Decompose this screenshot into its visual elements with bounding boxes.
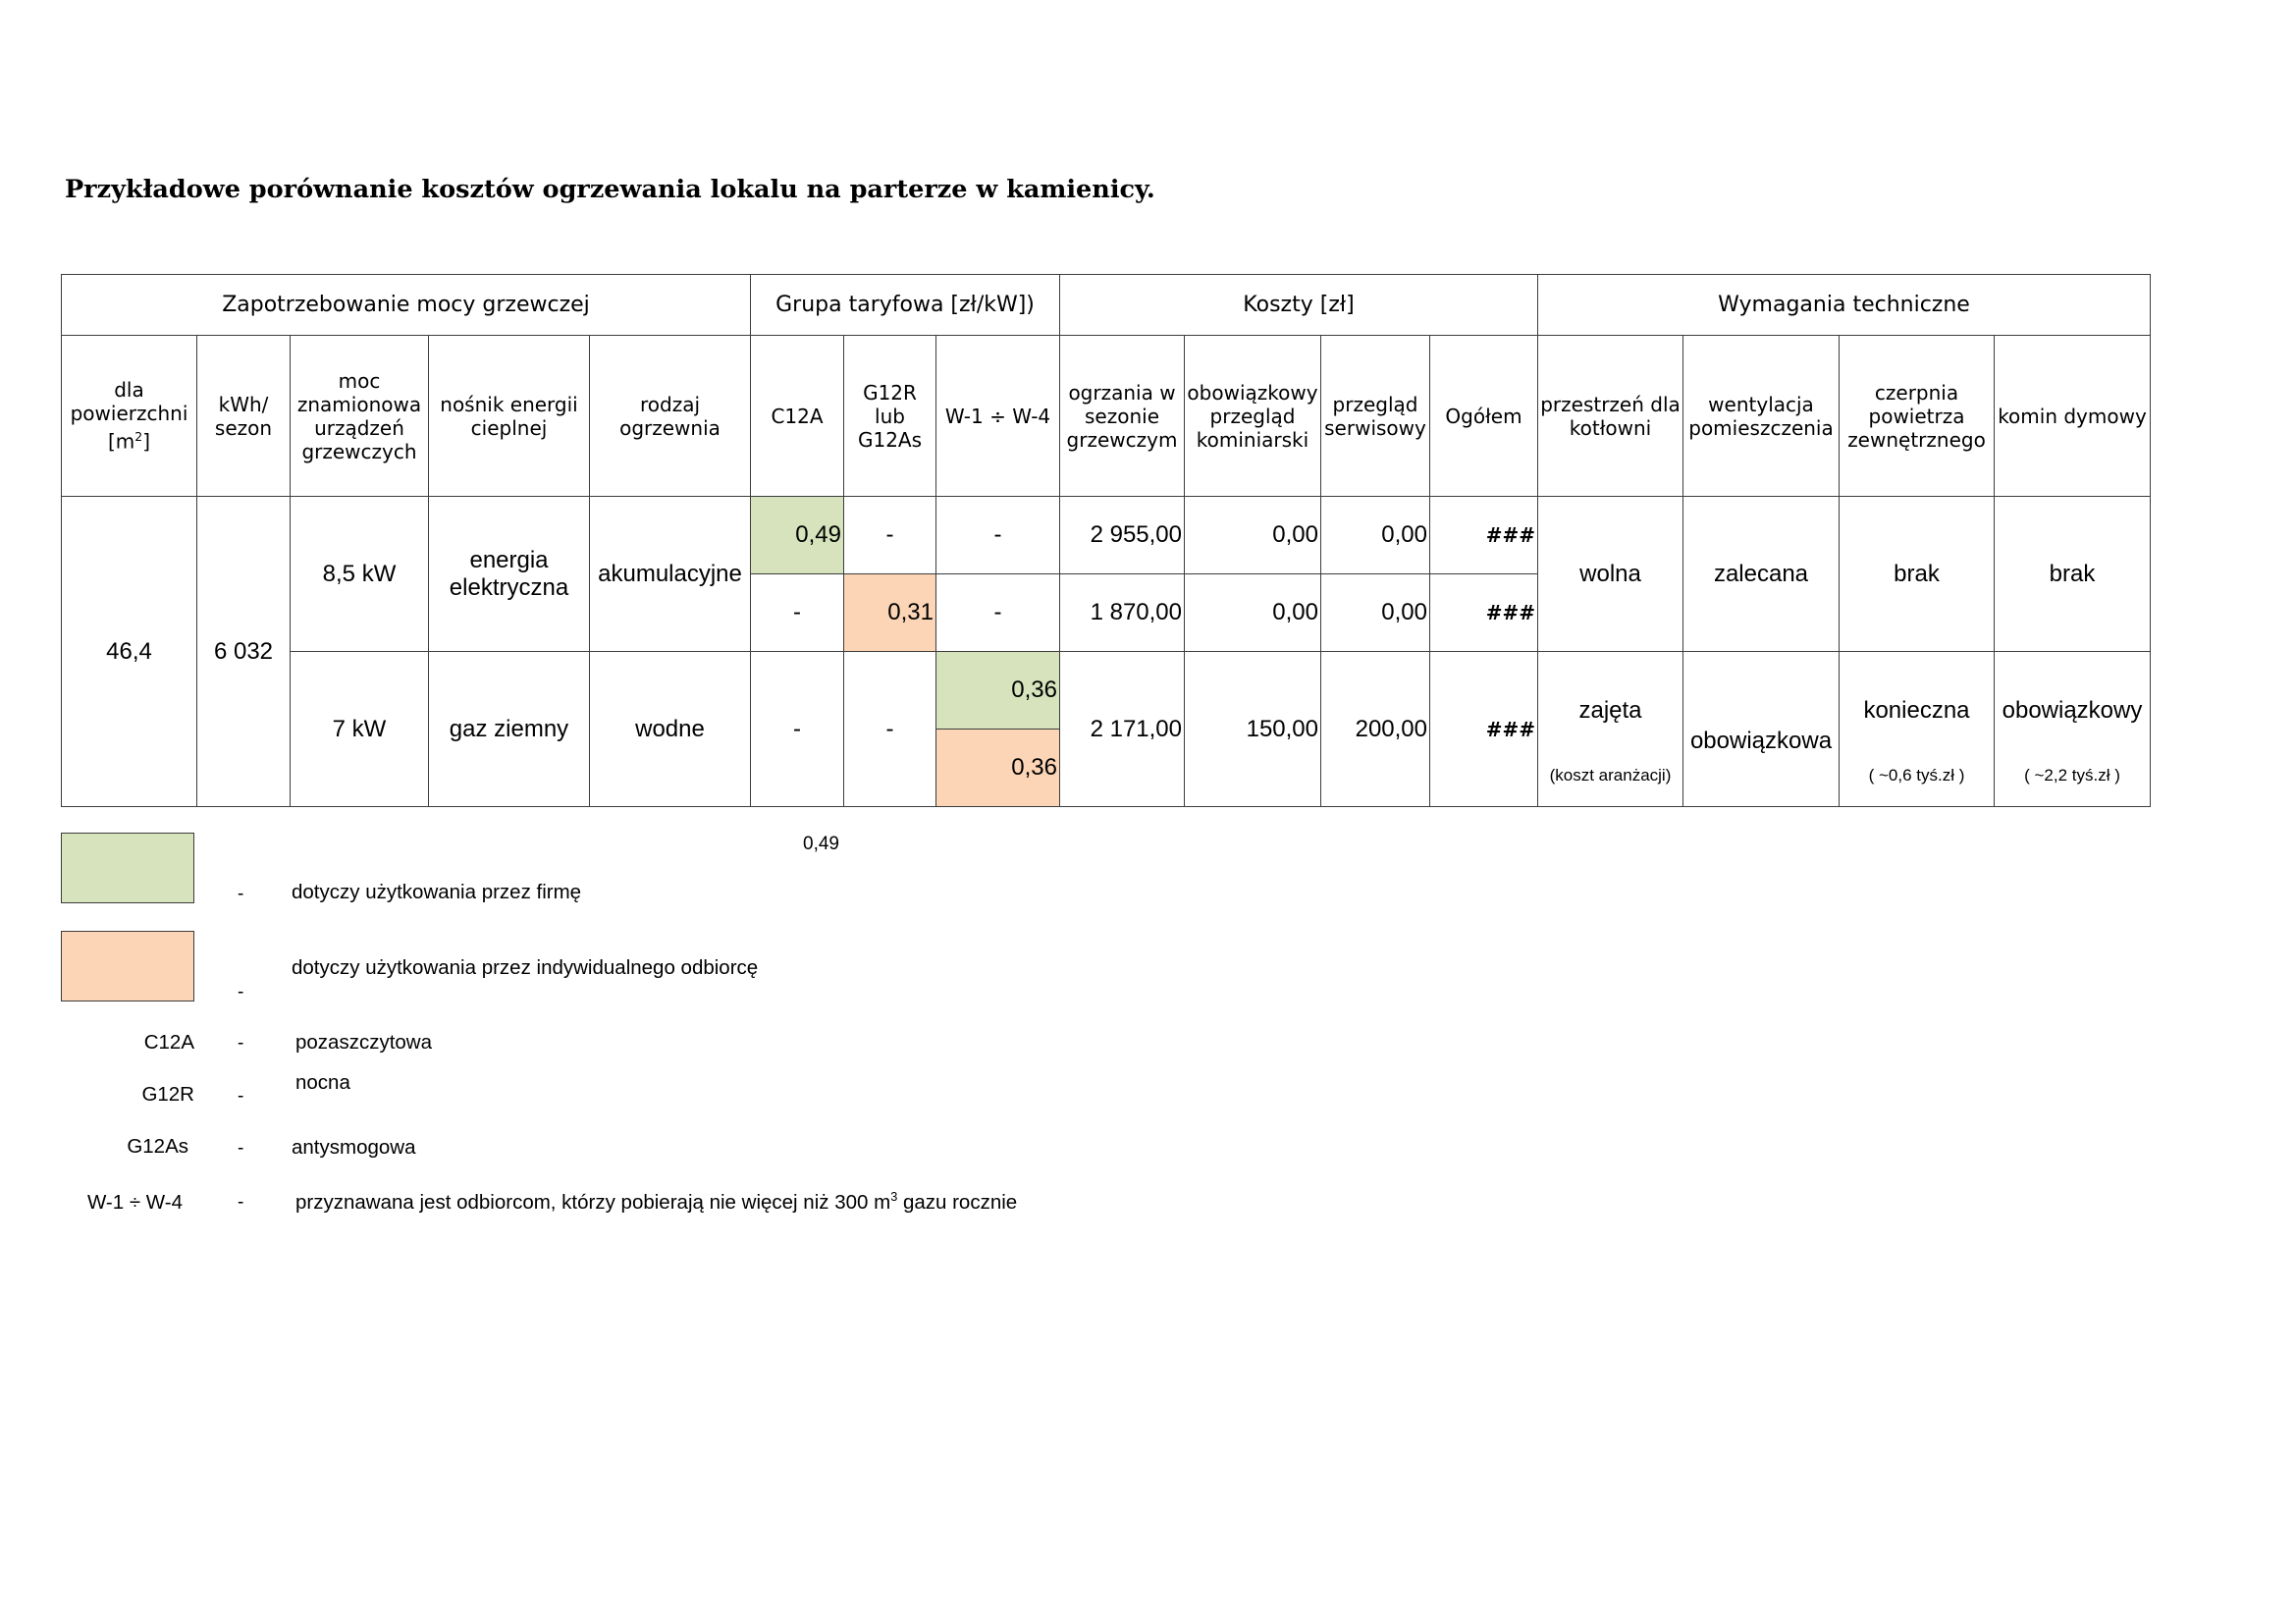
gas-boiler: wodne [590,652,751,807]
header-total: Ogółem [1430,336,1538,497]
legend-peach-text: dotyczy użytkowania przez indywidualnego odbiorcę [292,956,759,979]
header-intake: czerpnia powietrza zewnętrznego [1840,336,1995,497]
legend-peach-swatch [61,931,194,1001]
table-row [62,497,2151,574]
group-costs: Koszty [zł] [1060,275,1538,336]
gas-chimney: 150,00 [1185,652,1321,807]
gas-intake-note: ( ~0,6 tyś.zł ) [1868,765,1965,785]
group-tariff: Grupa taryfowa [zł/kW]) [751,275,1060,336]
header-boiler: rodzaj ogrzewnia [590,336,751,497]
header-power: moc znamionowa urządzeń grzewczych [291,336,429,497]
area-value: 46,4 [62,497,197,807]
legend-dash: - [238,982,244,1002]
electric2-total: ### [1430,574,1538,652]
legend-abbr-g12as: G12As [127,1135,188,1158]
electric-space: wolna [1538,497,1683,652]
electric2-service: 0,00 [1321,574,1430,652]
legend-abbr-c12a: C12A [143,1031,194,1054]
gas-heating: 2 171,00 [1060,652,1185,807]
gas-intake: konieczna ( ~0,6 tyś.zł ) [1840,652,1995,807]
header-chimney: obowiązkowy przegląd kominiarski [1185,336,1321,497]
electric2-g12r: 0,31 [844,574,936,652]
electric2-chimney: 0,00 [1185,574,1321,652]
legend-abbr-w1w4: W-1 ÷ W-4 [86,1191,183,1214]
header-flue: komin dymowy [1995,336,2151,497]
header-ventilation: wentylacja pomieszczenia [1683,336,1840,497]
legend-green-swatch [61,833,194,903]
electric-service: 0,00 [1321,497,1430,574]
gas-space-note: (koszt aranżacji) [1549,765,1672,785]
gas-g12r: - [844,652,936,807]
stray-value: 0,49 [803,834,839,854]
header-space: przestrzeń dla kotłowni [1538,336,1683,497]
cost-comparison-table [61,274,2151,807]
kwh-value: 6 032 [197,497,291,807]
header-heating: ogrzania w sezonie grzewczym [1060,336,1185,497]
legend-dash: - [238,1192,244,1213]
electric-boiler: akumulacyjne [590,497,751,652]
gas-ventilation: obowiązkowa [1683,652,1840,807]
group-demand: Zapotrzebowanie mocy grzewczej [62,275,751,336]
legend-text-g12r: nocna [295,1071,350,1094]
legend-dash: - [238,1033,244,1054]
electric-carrier: energia elektryczna [429,497,590,652]
electric-c12a: 0,49 [751,497,844,574]
legend-dash: - [238,1086,244,1107]
electric-power: 8,5 kW [291,497,429,652]
column-header-row [62,336,2151,497]
electric-chimney: 0,00 [1185,497,1321,574]
gas-flue: obowiązkowy ( ~2,2 tyś.zł ) [1995,652,2151,807]
electric2-heating: 1 870,00 [1060,574,1185,652]
legend-green-text: dotyczy użytkowania przez firmę [292,881,582,903]
electric-ventilation: zalecana [1683,497,1840,652]
group-header-row [62,275,2151,336]
header-w1w4: W-1 ÷ W-4 [936,336,1060,497]
legend-text-c12a: pozaszczytowa [295,1031,433,1054]
legend-dash: - [238,1138,244,1159]
legend-dash: - [238,884,244,904]
electric-flue: brak [1995,497,2151,652]
header-carrier: nośnik energii cieplnej [429,336,590,497]
electric-heating: 2 955,00 [1060,497,1185,574]
electric-w: - [936,497,1060,574]
gas-flue-note: ( ~2,2 tyś.zł ) [2024,765,2120,785]
electric-total: ### [1430,497,1538,574]
electric2-w: - [936,574,1060,652]
gas-c12a: - [751,652,844,807]
gas-carrier: gaz ziemny [429,652,590,807]
gas-total: ### [1430,652,1538,807]
gas-service: 200,00 [1321,652,1430,807]
gas-space: zajęta (koszt aranżacji) [1538,652,1683,807]
page-title: Przykładowe porównanie kosztów ogrzewania lokalu na parterze w kamienicy. [65,175,1155,204]
gas-power: 7 kW [291,652,429,807]
electric2-c12a: - [751,574,844,652]
header-kwh: kWh/ sezon [197,336,291,497]
header-area: dla powierzchni $[m^2]$ [62,336,197,497]
header-g12r: G12R lub G12As [844,336,936,497]
electric-intake: brak [1840,497,1995,652]
header-service: przegląd serwisowy [1321,336,1430,497]
electric-g12r: - [844,497,936,574]
header-c12a: C12A [751,336,844,497]
gas-w-individual: 0,36 [936,730,1060,807]
table-row [62,652,2151,730]
gas-w-company: 0,36 [936,652,1060,730]
legend-text-g12as: antysmogowa [292,1136,416,1159]
legend-text-w1w4: przyznawana jest odbiorcom, którzy pobierają nie więcej niż 300 $m^3$ gazu rocznie [295,1189,1018,1214]
group-tech: Wymagania techniczne [1538,275,2151,336]
legend-abbr-g12r: G12R [141,1083,194,1106]
